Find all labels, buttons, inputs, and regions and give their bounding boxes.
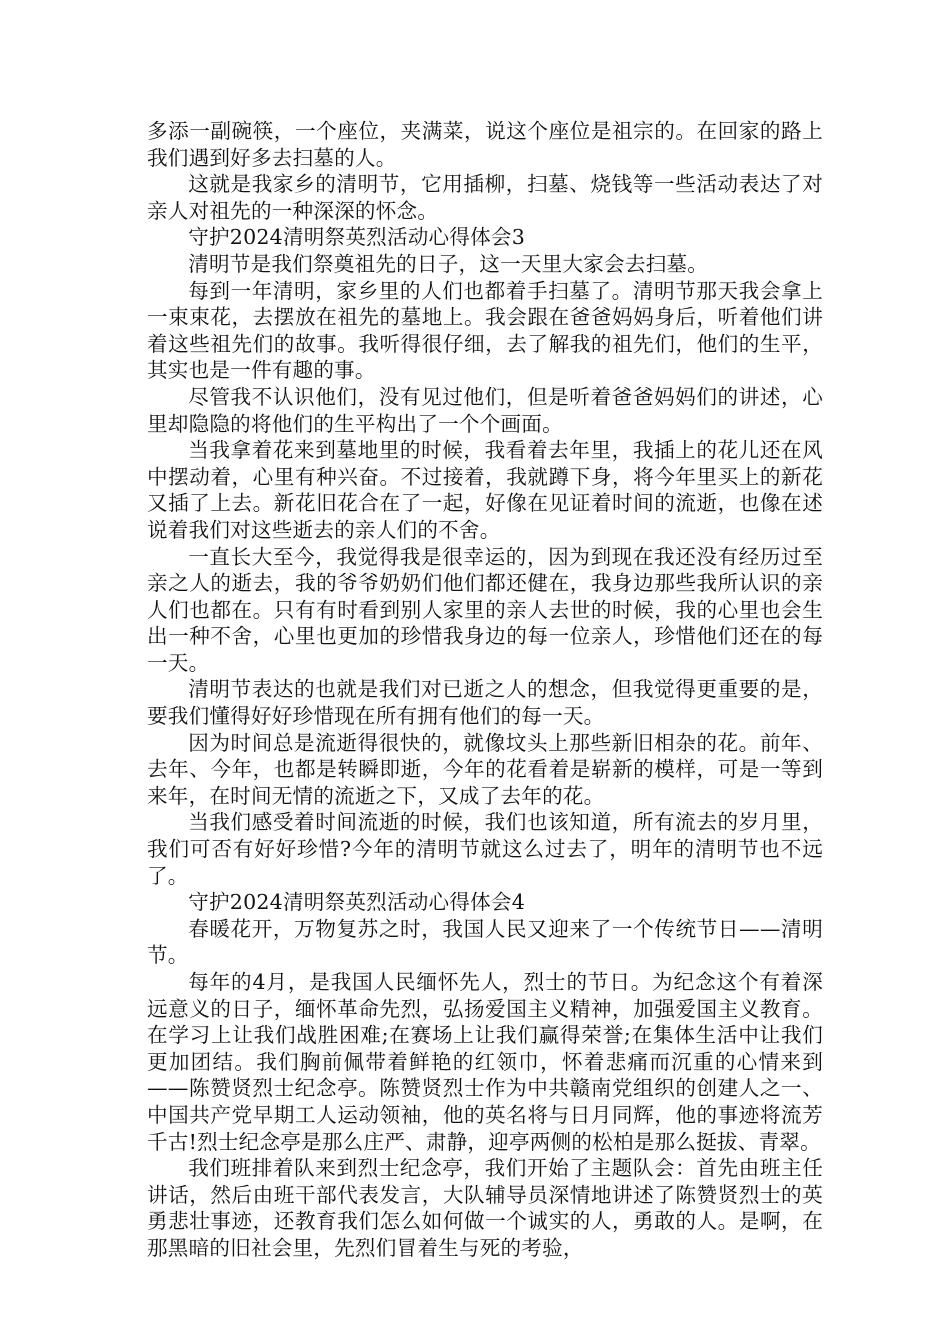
paragraph: 一直长大至今，我觉得我是很幸运的，因为到现在我还没有经历过至亲之人的逝去，我的爷爷奶奶们他们都还健在，我身边那些我所认识的亲人们也都在。只有有时看到别人家里的亲人去世的时候，我的心里也会生出一种不舍，心里也更加的珍惜我身边的每一位亲人，珍惜他们还在的每一天。 <box>147 544 823 675</box>
section-heading-4: 守护2024清明祭英烈活动心得体会4 <box>188 890 526 915</box>
paragraph-continuation: 多添一副碗筷，一个座位，夹满菜，说这个座位是祖宗的。在回家的路上我们遇到好多去扫墓的人。 <box>147 119 823 170</box>
paragraph: 当我拿着花来到墓地里的时候，我看着去年里，我插上的花儿还在风中摆动着，心里有种兴奋。不过接着，我就蹲下身，将今年里买上的新花又插了上去。新花旧花合在了一起，好像在见证着时间的流逝，也像在述说着我们对这些逝去的亲人们的不舍。 <box>147 438 823 542</box>
paragraph: 因为时间总是流逝得很快的，就像坟头上那些新旧相杂的花。前年、去年、今年，也都是转瞬即逝，今年的花看着是崭新的模样，可是一等到来年，在时间无情的流逝之下，又成了去年的花。 <box>147 730 823 808</box>
paragraph: 清明节是我们祭奠祖先的日子，这一天里大家会去扫墓。 <box>188 251 709 276</box>
paragraph: 当我们感受着时间流逝的时候，我们也该知道，所有流去的岁月里，我们可否有好好珍惜?今年的清明节就这么过去了，明年的清明节也不远了。 <box>147 810 823 888</box>
paragraph: 我们班排着队来到烈士纪念亭，我们开始了主题队会：首先由班主任讲话，然后由班干部代表发言，大队辅导员深情地讲述了陈赞贤烈士的英勇悲壮事迹，还教育我们怎么如何做一个诚实的人，勇敢的人。是啊，在那黑暗的旧社会里，先烈们冒着生与死的考验， <box>147 1156 823 1260</box>
paragraph: 每到一年清明，家乡里的人们也都着手扫墓了。清明节那天我会拿上一束束花，去摆放在祖先的墓地上。我会跟在爸爸妈妈身后，听着他们讲着这些祖先们的故事。我听得很仔细，去了解我的祖先们，他们的生平，其实也是一件有趣的事。 <box>147 278 823 383</box>
paragraph: 这就是我家乡的清明节，它用插柳，扫墓、烧钱等一些活动表达了对亲人对祖先的一种深深的怀念。 <box>147 172 823 223</box>
paragraph: 每年的4月，是我国人民缅怀先人，烈士的节日。为纪念这个有着深远意义的日子，缅怀革命先烈，弘扬爱国主义精神，加强爱国主义教育。在学习上让我们战胜困难;在赛场上让我们赢得荣誉;在集体生活中让我们更加团结。我们胸前佩带着鲜艳的红领巾，怀着悲痛而沉重的心情来到——陈赞贤烈士纪念亭。陈赞贤烈士作为中共赣南党组织的创建人之一、中国共产党早期工人运动领袖，他的英名将与日月同辉，他的事迹将流芳千古!烈士纪念亭是那么庄严、肃静，迎亭两侧的松柏是那么挺拔、青翠。 <box>147 970 823 1154</box>
paragraph: 春暖花开，万物复苏之时，我国人民又迎来了一个传统节日——清明节。 <box>147 916 823 968</box>
paragraph: 尽管我不认识他们，没有见过他们，但是听着爸爸妈妈们的讲述，心里却隐隐的将他们的生平构出了一个个画面。 <box>147 384 823 436</box>
paragraph: 清明节表达的也就是我们对已逝之人的想念，但我觉得更重要的是，要我们懂得好好珍惜现在所有拥有他们的每一天。 <box>147 677 823 729</box>
document-body <box>147 118 823 1262</box>
section-heading-3: 守护2024清明祭英烈活动心得体会3 <box>188 225 526 250</box>
